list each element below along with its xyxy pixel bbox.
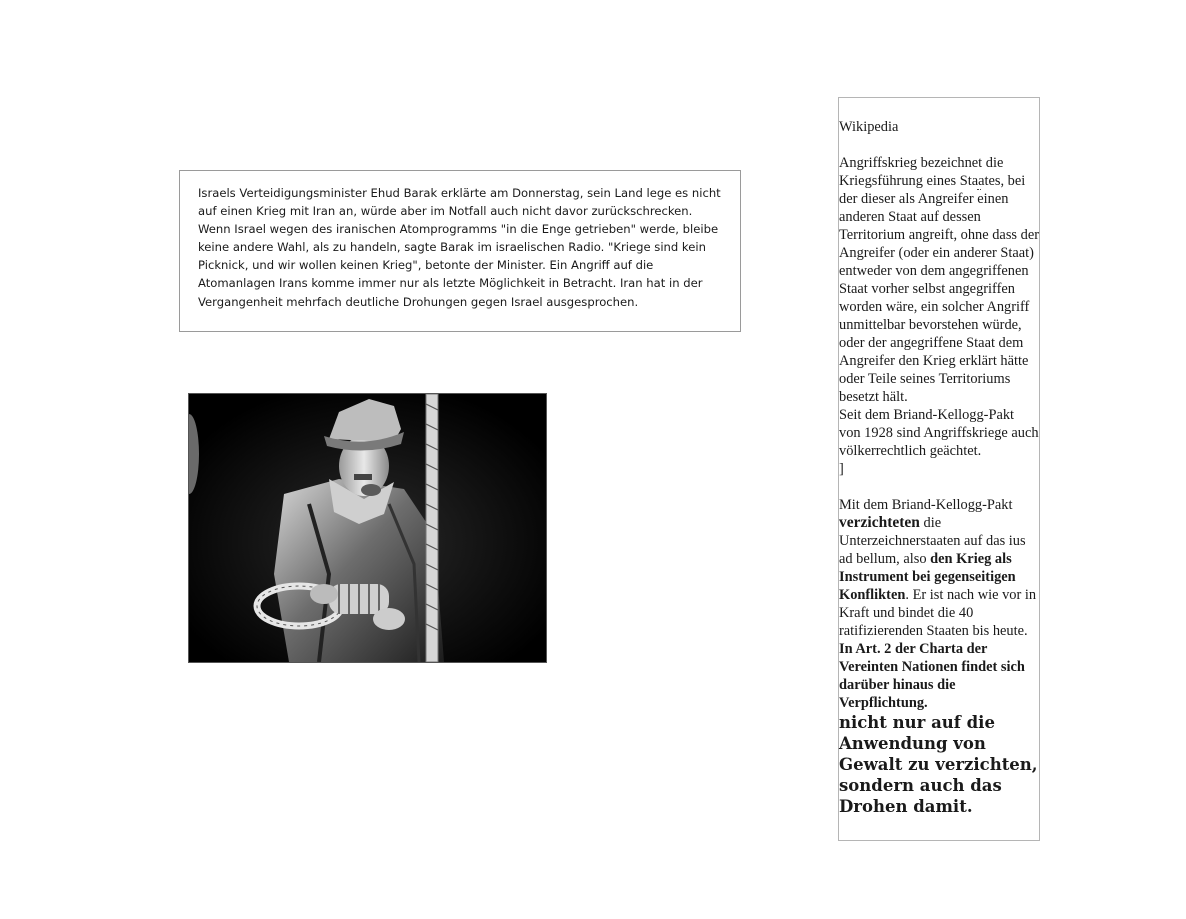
wiki-definition-end: Territorium angreift, ohne dass der Angreifer (oder ein anderer Staat) entweder von dem angegriffenen Staat vorher selbst angegriffen worden wäre, ein solcher Angriff unmittelbar bevorstehen würde, oder der angegriffene Staat dem Angreifer den Krieg erklärt hätte oder Teile seines Territoriums besetzt hält. [839, 227, 1039, 405]
spacer [839, 478, 1039, 496]
wiki-paragraph-briand-kellogg: Seit dem Briand-Kellogg-Pakt von 1928 sind Angriffskriege auch völkerrechtlich geächtet. [839, 407, 1039, 459]
wiki-p3-text-2: . Er ist nach wie vor in Kraft und bindet die 40 ratifizierenden Staaten bis heute. [839, 587, 1037, 639]
wiki-p3-bold-charta: In Art. 2 der Charta der Vereinten Nationen findet sich darüber hinaus die Verpflichtung. [839, 641, 1025, 711]
wiki-p3-bold-krieg: den Krieg als Instrument bei gegenseitigen Konflikten [839, 551, 1016, 603]
wiki-bracket: ] [839, 461, 844, 477]
news-quote-text: Israels Verteidigungsminister Ehud Barak erklärte am Donnerstag, sein Land lege es nicht auf einen Krieg mit Iran an, würde aber im Notfall auch nicht davor zurückschrecken. Wenn Israel wegen des iranischen Atomprogramms "in die Enge getrieben" werde, bleibe keine andere Wahl, als zu handeln, sagte Barak im israelischen Radio. "Kriege sind kein Picknick, und wir wollen keinen Krieg", betonte der Minister. Ein Angriff auf die Atomanlagen Irans komme immer nur als letzte Möglichkeit in Betracht. Iran hat in der Vergangenheit mehrfach deutliche Drohungen gegen Israel ausgesprochen. [198, 186, 721, 309]
wiki-p3-bold-verzichteten: verzichteten [839, 514, 920, 531]
wiki-source-label: Wikipedia [839, 119, 899, 135]
wikipedia-excerpt-box [838, 97, 1040, 841]
wiki-paragraph-definition [839, 154, 1039, 406]
wiki-p3-text-1: die Unterzeichnerstaaten auf das ius ad bellum, also [839, 515, 1026, 567]
wiki-overlapping-line: einen anderen Staat auf dessen [839, 191, 1009, 225]
wiki-definition-start: Angriffskrieg bezeichnet die Kriegsführung eines Staates, bei der dieser als Angreifer [839, 155, 1026, 207]
wiki-p3-bold-drohen: nicht nur auf die Anwendung von Gewalt zu verzichten, sondern auch das Drohen damit. [839, 713, 1038, 816]
wiki-p3-intro: Mit dem Briand-Kellogg-Pakt [839, 497, 1013, 513]
photo-illustration [189, 394, 546, 662]
hangman-photo [188, 393, 547, 663]
wiki-paragraph-renunciation [839, 496, 1039, 817]
news-quote-box [179, 170, 741, 332]
